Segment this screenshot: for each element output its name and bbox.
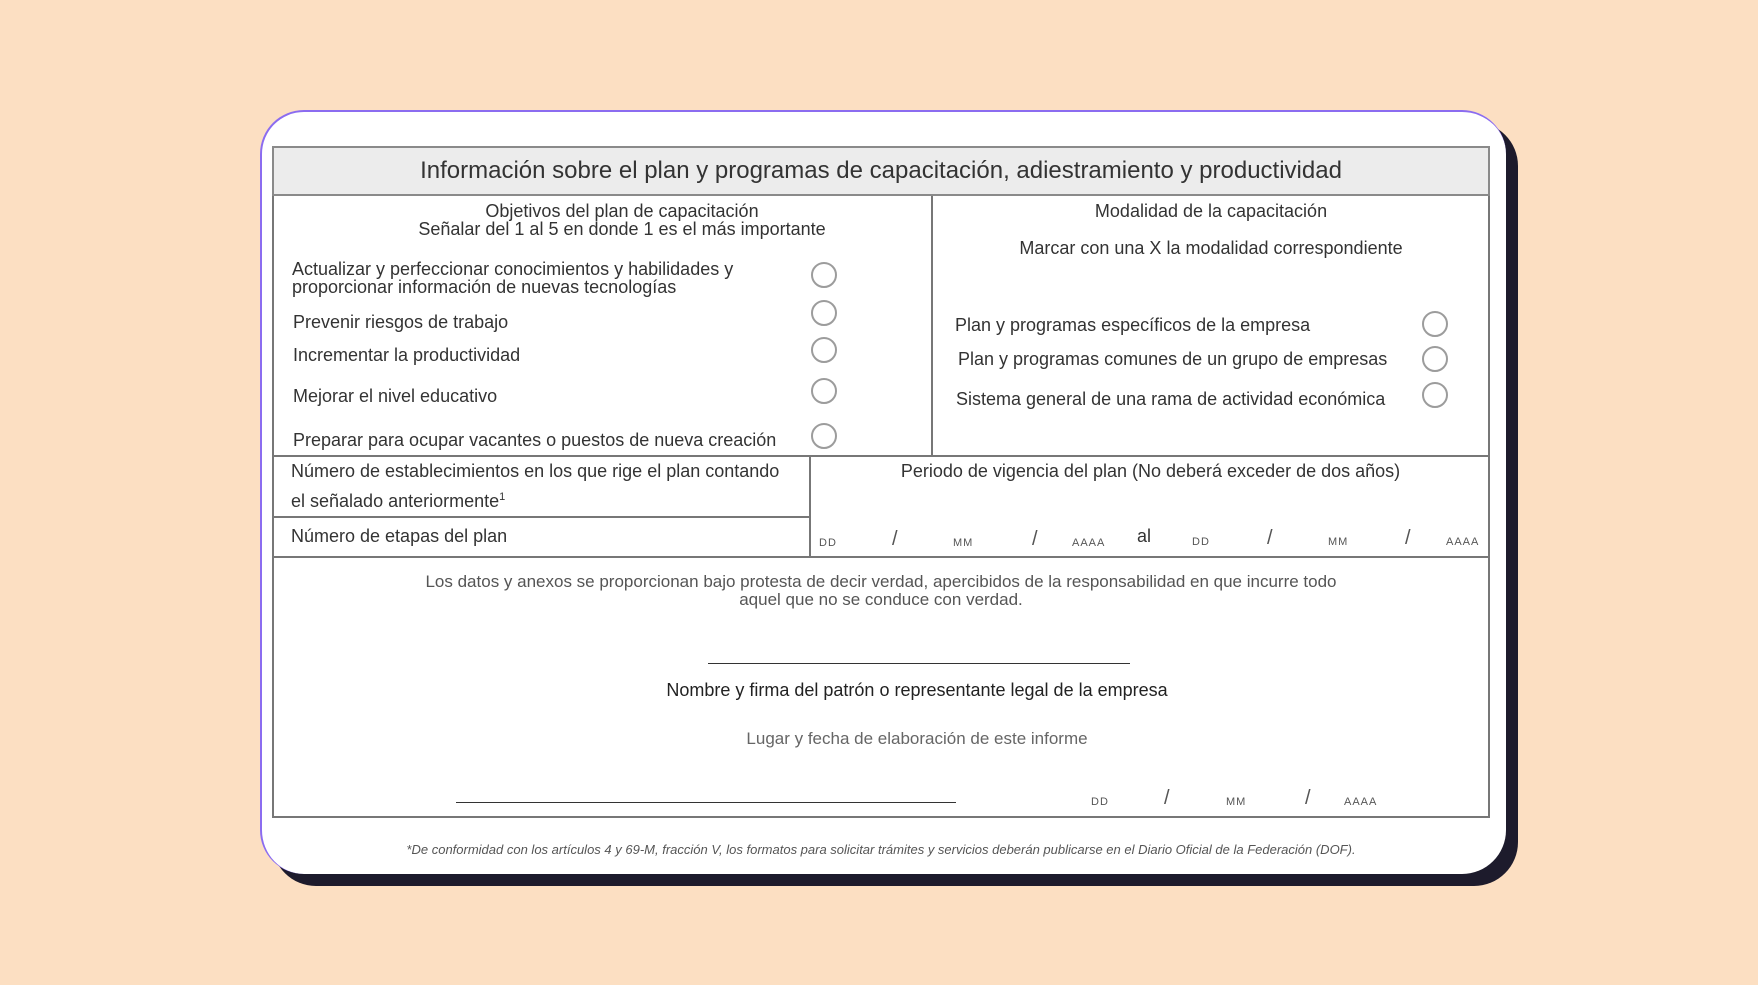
establishments-label-line2: [291, 491, 505, 512]
period-end-sep-2: /: [1405, 527, 1411, 549]
footnote-marker: 1: [499, 491, 506, 503]
establishments-label-text: el señalado anteriormente: [291, 491, 500, 511]
modality-item-2: Plan y programas comunes de un grupo de empresas: [958, 349, 1388, 369]
modality-item-1: Plan y programas específicos de la empresa: [955, 315, 1311, 335]
signature-label: Nombre y firma del patrón o representante legal de la empresa: [666, 680, 1168, 700]
period-start-sep-1: /: [892, 528, 898, 550]
modality-1-radio[interactable]: [1422, 311, 1448, 337]
modality-3-radio[interactable]: [1422, 382, 1448, 408]
period-end-dd[interactable]: DD: [1192, 536, 1210, 548]
place-date-sep-1: /: [1164, 787, 1170, 809]
period-start-aaaa[interactable]: AAAA: [1072, 537, 1106, 549]
modality-title: Modalidad de la capacitación: [1094, 201, 1328, 221]
place-date-label: Lugar y fecha de elaboración de este informe: [746, 729, 1088, 748]
objective-item-5: Preparar para ocupar vacantes o puestos de nueva creación: [293, 430, 777, 450]
period-end-aaaa[interactable]: AAAA: [1446, 536, 1480, 548]
period-al: al: [1137, 526, 1152, 546]
modality-2-radio[interactable]: [1422, 346, 1448, 372]
place-date-aaaa[interactable]: AAAA: [1344, 796, 1378, 808]
objectives-instruction: Señalar del 1 al 5 en donde 1 es el más importante: [418, 219, 826, 239]
footnote: *De conformidad con los artículos 4 y 69-M, fracción V, los formatos para solicitar trámites y servicios deberán publicarse en el Diario Oficial de la Federación (DOF).: [406, 842, 1356, 857]
objective-item-4: Mejorar el nivel educativo: [293, 386, 498, 406]
signature-line[interactable]: [708, 663, 1130, 664]
place-date-sep-2: /: [1305, 787, 1311, 809]
modality-instruction: Marcar con una X la modalidad correspondiente: [1019, 238, 1403, 258]
period-start-mm[interactable]: MM: [953, 537, 974, 549]
objective-5-rank[interactable]: [811, 423, 837, 449]
divider-middle-bottom: [272, 556, 1490, 558]
form-title: Información sobre el plan y programas de capacitación, adiestramiento y productividad: [272, 146, 1490, 196]
objective-3-rank[interactable]: [811, 337, 837, 363]
stages-label: Número de etapas del plan: [291, 526, 508, 546]
place-date-mm[interactable]: MM: [1226, 796, 1247, 808]
period-title: Periodo de vigencia del plan (No deberá exceder de dos años): [900, 461, 1401, 481]
period-end-sep-1: /: [1267, 527, 1273, 549]
objective-item-2: Prevenir riesgos de trabajo: [293, 312, 509, 332]
objective-item-1-line1: Actualizar y perfeccionar conocimientos y habilidades y: [292, 259, 734, 279]
place-date-dd[interactable]: DD: [1091, 796, 1109, 808]
objective-4-rank[interactable]: [811, 378, 837, 404]
objective-1-rank[interactable]: [811, 262, 837, 288]
objective-2-rank[interactable]: [811, 300, 837, 326]
objectives-title: Objetivos del plan de capacitación: [485, 201, 759, 221]
establishments-label-line1: Número de establecimientos en los que rige el plan contando: [291, 461, 780, 481]
divider-objectives-bottom: [272, 455, 1490, 457]
objective-item-1-line2: proporcionar información de nuevas tecnologías: [292, 277, 677, 297]
declaration-line2: aquel que no se conduce con verdad.: [739, 590, 1023, 609]
declaration-line1: Los datos y anexos se proporcionan bajo protesta de decir verdad, apercibidos de la responsabilidad en que incurre todo: [425, 572, 1337, 591]
period-end-mm[interactable]: MM: [1328, 536, 1349, 548]
divider-establishments: [272, 516, 810, 518]
period-start-dd[interactable]: DD: [819, 537, 837, 549]
modality-item-3: Sistema general de una rama de actividad económica: [956, 389, 1386, 409]
objective-item-3: Incrementar la productividad: [293, 345, 521, 365]
period-start-sep-2: /: [1032, 528, 1038, 550]
place-signature-line[interactable]: [456, 802, 956, 803]
